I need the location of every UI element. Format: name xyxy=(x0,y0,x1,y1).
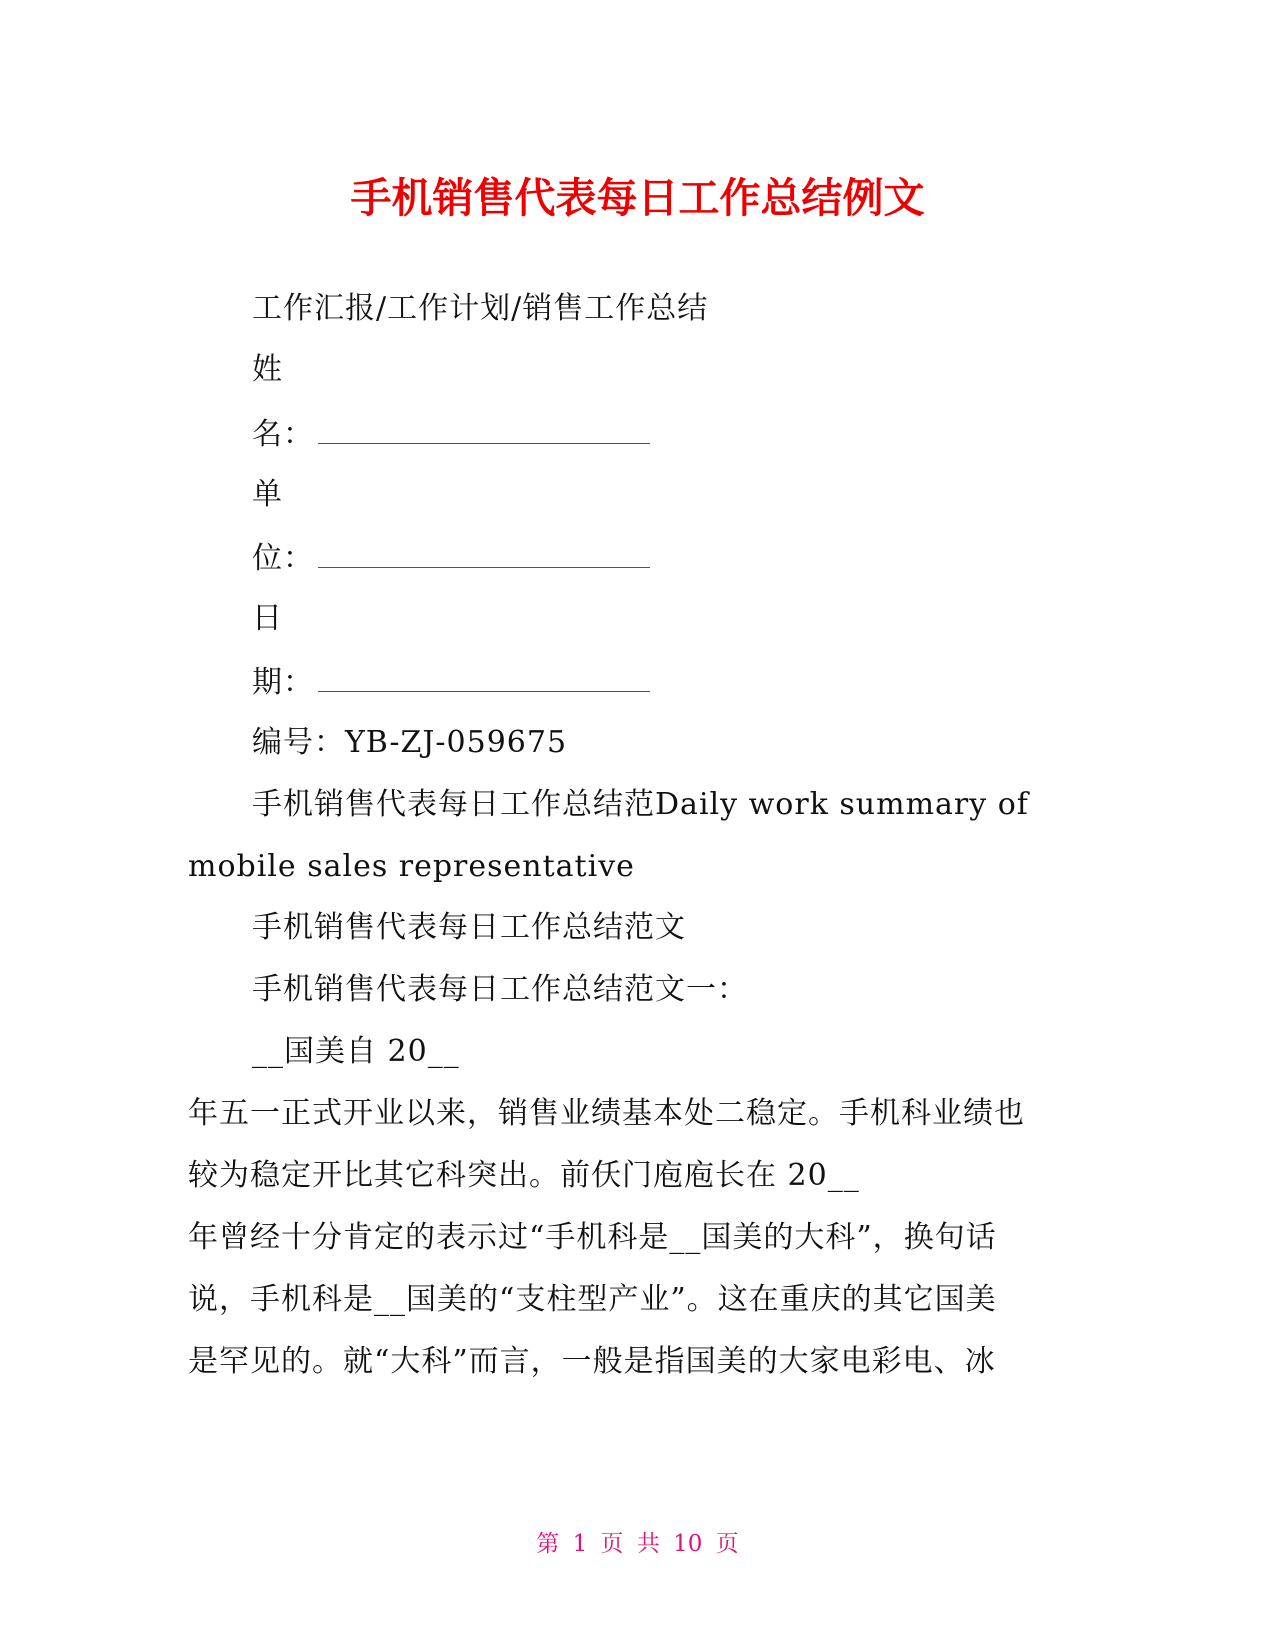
body-line-9: 说，手机科是__国美的“支柱型产业”。这在重庆的其它国美 xyxy=(188,1282,997,1317)
unit-field-row xyxy=(252,537,650,579)
body-line-2: mobile sales representative xyxy=(188,849,635,884)
body-line-8: 年曾经十分肯定的表示过“手机科是__国美的大科”，换句话 xyxy=(188,1220,997,1255)
name-blank-line xyxy=(318,413,650,444)
unit-label-part2: 位： xyxy=(252,541,314,576)
document-number: 编号：YB-ZJ-059675 xyxy=(252,725,568,760)
document-title: 手机销售代表每日工作总结例文 xyxy=(350,174,925,222)
body-line-5: __国美自 20__ xyxy=(252,1034,460,1069)
body-line-4: 手机销售代表每日工作总结范文一： xyxy=(252,972,748,1007)
body-line-10: 是罕见的。就“大科”而言，一般是指国美的大家电彩电、冰 xyxy=(188,1344,996,1379)
unit-blank-line xyxy=(318,537,650,568)
date-label-part2: 期： xyxy=(252,665,314,700)
page-footer: 第 1 页 共 10 页 xyxy=(536,1531,739,1557)
body-line-7: 较为稳定开比其它科突出。前仸门庖庖长在 20__ xyxy=(188,1158,860,1193)
body-line-6: 年五一正式开业以来，销售业绩基本处二稳定。手机科业绩也 xyxy=(188,1096,1025,1131)
name-field-row xyxy=(252,413,650,455)
date-blank-line xyxy=(318,661,650,692)
name-label-part2: 名： xyxy=(252,417,314,452)
body-line-1: 手机销售代表每日工作总结范Daily work summary of xyxy=(252,787,1029,822)
date-label-part1: 日 xyxy=(252,601,283,636)
name-label-part1: 姓 xyxy=(252,352,283,387)
body-line-3: 手机销售代表每日工作总结范文 xyxy=(252,910,686,945)
category-line: 工作汇报/工作计划/销售工作总结 xyxy=(252,291,709,326)
date-field-row xyxy=(252,661,650,703)
unit-label-part1: 单 xyxy=(252,477,283,512)
